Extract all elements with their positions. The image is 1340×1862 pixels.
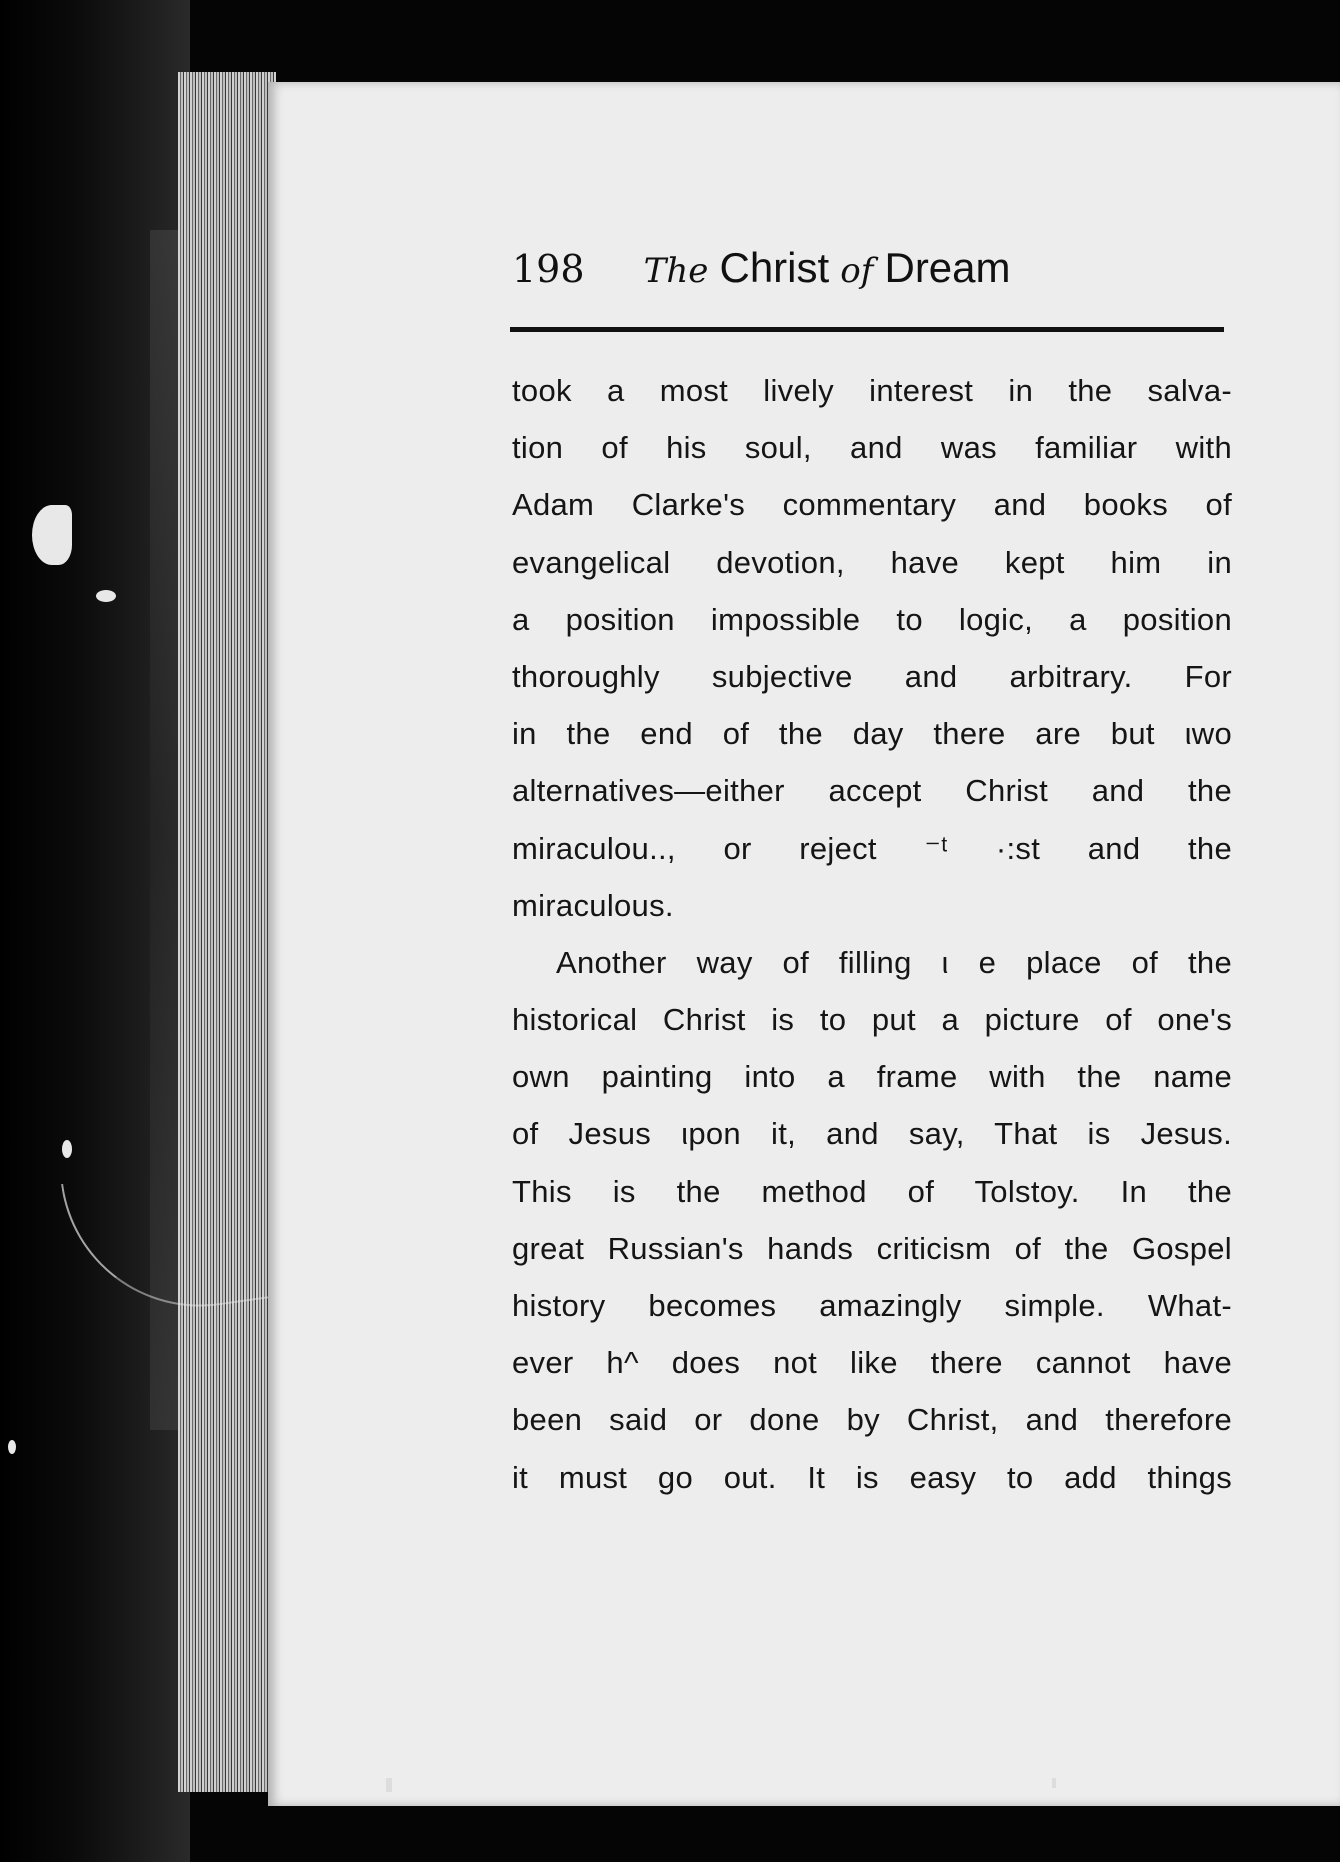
text-line: been said or done by Christ, and therefore	[512, 1402, 1232, 1438]
text-line: This is the method of Tolstoy. In the	[512, 1173, 1232, 1209]
page-number: 198	[512, 247, 585, 291]
text-line: evangelical devotion, have kept him in	[512, 544, 1232, 580]
text-line: of Jesus ιpon it, and say, That is Jesus.	[512, 1116, 1232, 1152]
film-speck	[386, 1778, 392, 1792]
text-line: alternatives—either accept Christ and the	[512, 773, 1232, 809]
text-line: historical Christ is to put a picture of one's	[512, 1002, 1232, 1038]
header-rule	[510, 327, 1224, 332]
running-title-dream: Dream	[884, 244, 1011, 291]
running-title-of: of	[840, 251, 874, 291]
film-speck	[1052, 1778, 1056, 1788]
text-line: a position impossible to logic, a position	[512, 601, 1232, 637]
body-text	[512, 362, 1232, 1506]
text-line: history becomes amazingly simple. What-	[512, 1288, 1232, 1323]
text-line: ever h^ does not like there cannot have	[512, 1345, 1232, 1381]
text-line: took a most lively interest in the salva-	[512, 373, 1232, 408]
running-head	[512, 244, 1232, 304]
text-line: in the end of the day there are but ιwo	[512, 716, 1232, 752]
running-title-christ: Christ	[719, 244, 830, 291]
page-edges	[178, 72, 276, 1792]
text-line: Adam Clarke's commentary and books of	[512, 487, 1232, 523]
text-line: tion of his soul, and was familiar with	[512, 430, 1232, 466]
text-line: miraculous.	[512, 887, 674, 923]
film-scratch	[62, 1140, 72, 1158]
text-line: thoroughly subjective and arbitrary. For	[512, 658, 1232, 694]
film-scratch	[8, 1440, 16, 1454]
text-line: miraculou.., or reject ⁻ᵗ ·:st and the	[512, 830, 1232, 866]
film-scratch	[32, 505, 72, 565]
paragraph-first-line: Another way of filling ι e place of the	[556, 944, 1232, 980]
running-title-the: The	[643, 251, 709, 291]
text-line: it must go out. It is easy to add things	[512, 1459, 1232, 1495]
text-line: great Russian's hands criticism of the Gospel	[512, 1230, 1232, 1266]
film-scratch	[96, 590, 116, 602]
text-line: own painting into a frame with the name	[512, 1059, 1232, 1095]
